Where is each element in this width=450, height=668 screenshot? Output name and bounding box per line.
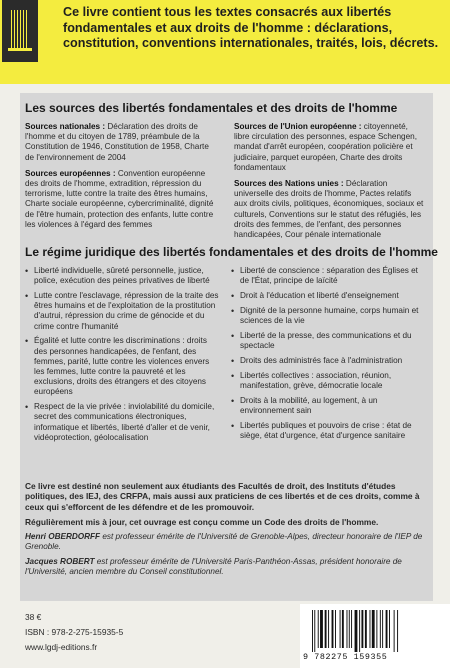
list-item: • Droits des administrés face à l'administration <box>231 356 426 366</box>
barcode-number: 9 782275 159355 <box>303 652 388 662</box>
author-oberdorff: Henri OBERDORFF est professeur émérite de l'Université de Grenoble-Alpes, directeur honoraire de l'IEP de Grenoble. <box>25 532 423 552</box>
barcode-bar <box>355 610 358 652</box>
barcode-bar <box>347 610 348 648</box>
sources-nations-unies: Sources des Nations unies : Déclaration universelle des droits de l'homme, Pactes relatifs aux droits civils, politiques, économiques, sociaux et culturels, Conventions sur le statut des réfugiés, les droits des femmes, de l'enfant, des personnes handicapées, Cour pénale internationale <box>234 179 424 240</box>
barcode-bar <box>370 610 371 648</box>
sources-right-column <box>234 122 424 244</box>
sources-nationales: Sources nationales : Déclaration des droits de l'homme et du citoyen de 1789, préambule de la Constitution de 1946, Constitution de 1958, Charte de l'environnement de 2004 <box>25 122 209 162</box>
list-item: • Dignité de la personne humaine, corps humain et sciences de la vie <box>231 306 426 326</box>
barcode-bar <box>318 610 319 648</box>
price: 38 € <box>25 612 42 622</box>
barcode-bar <box>397 610 398 652</box>
website-link[interactable]: www.lgdj-editions.fr <box>25 642 98 652</box>
sources-title: Les sources des libertés fondamentales et des droits de l'homme <box>25 101 398 115</box>
author-robert: Jacques ROBERT est professeur émérite de l'Université Paris-Panthéon-Assas, président honoraire de l'Université, ancien membre du Conseil constitutionnel. <box>25 557 402 577</box>
isbn: ISBN : 978-2-275-15935-5 <box>25 627 124 637</box>
barcode-bar <box>382 610 383 648</box>
sources-left-column <box>25 122 220 234</box>
regime-title: Le régime juridique des libertés fondamentales et des droits de l'homme <box>25 245 438 259</box>
audience-paragraph: Ce livre est destiné non seulement aux étudiants des Facultés de droit, des Instituts d'études politiques, des IEJ, des CRFPA, mais aussi aux praticiens de ces libertés et de ces droits, comme à ceux qui s'efforcent de les défendre et de les promouvoir. <box>25 481 420 512</box>
barcode-bar <box>389 610 390 648</box>
list-item: • Libertés collectives : association, réunion, manifestation, grève, démocratie locale <box>231 371 426 391</box>
barcode-bar <box>340 610 341 648</box>
banner-text: Ce livre contient tous les textes consacrés aux libertés fondamentales et aux droits de l'homme : déclarations, constitution, conventions internationales, traités, lois, décrets. <box>63 5 439 50</box>
barcode-bar <box>380 610 381 648</box>
barcode-bar <box>325 610 327 648</box>
barcode-bar <box>365 610 367 648</box>
regime-right-list <box>231 266 426 441</box>
publisher-logo-icon <box>2 0 38 62</box>
list-item: • Droits à la mobilité, au logement, à un environnement sain <box>231 396 426 416</box>
barcode-bar <box>332 610 334 648</box>
list-item: • Droit à l'éducation et liberté d'enseignement <box>231 291 426 301</box>
barcode-icon <box>310 610 430 652</box>
list-item: • Liberté individuelle, sûreté personnelle, justice, police, exécution des peines privatives de liberté <box>25 266 220 286</box>
list-item: • Respect de la vie privée : inviolabilité du domicile, secret des communications électroniques, informatique et libertés, liberté d'aller et de venir, vidéoprotection, géolocalisation <box>25 402 220 443</box>
sources-europeennes: Sources européennes : Convention européenne des droits de l'homme, extradition, répression du terrorisme, lutte contre la traite des êtres humains, Charte sociale européenne, cybercriminalité, dignité de l'être humain, protection des enfants, lutte contre les violences à l'égard des femmes <box>25 168 214 229</box>
barcode-bar <box>349 610 350 648</box>
barcode-bar <box>386 610 388 648</box>
barcode-bar <box>361 610 363 648</box>
list-item: • Liberté de la presse, des communications et du spectacle <box>231 331 426 351</box>
barcode-bar <box>359 610 360 652</box>
regime-left-list <box>25 266 220 443</box>
barcode-bar <box>342 610 344 648</box>
regime-right-column <box>231 266 426 446</box>
update-note: Régulièrement mis à jour, cet ouvrage est conçu comme un Code des droits de l'homme. <box>25 517 379 527</box>
author-name: Jacques ROBERT <box>25 557 95 566</box>
barcode-bar <box>351 610 352 648</box>
top-banner <box>0 0 450 84</box>
barcode-bar <box>328 610 329 648</box>
list-item: • Égalité et lutte contre les discriminations : droits des personnes handicapées, de l'enfant, des femmes, parité, lutte contre les violences envers les femmes, lutte contre la pauvreté et les exclusions, droits des étrangers et des citoyens européens <box>25 336 220 397</box>
barcode-bar <box>394 610 395 652</box>
list-item: • Liberté de conscience : séparation des Églises et de l'État, principe de laïcité <box>231 266 426 286</box>
barcode-bar <box>312 610 313 652</box>
sources-ue: Sources de l'Union européenne : citoyenneté, libre circulation des personnes, espace Schengen, mandat d'arrêt européen, coopération policière et judiciaire, parquet européen, Charte des droits fondamentaux <box>234 122 417 172</box>
barcode-bar <box>372 610 375 648</box>
author-name: Henri OBERDORFF <box>25 532 101 541</box>
barcode-bar <box>320 610 323 648</box>
list-item: • Lutte contre l'esclavage, répression de la traite des êtres humains et de l'exploitation de la prostitution d'autrui, répression du crime de génocide et du crime contre l'humanité <box>25 291 220 332</box>
barcode-bar <box>335 610 336 648</box>
list-item: • Libertés publiques et pouvoirs de crise : état de siège, état d'urgence, état d'urgence sanitaire <box>231 421 426 441</box>
regime-left-column <box>25 266 220 448</box>
barcode-bar <box>314 610 315 652</box>
barcode-bar <box>376 610 377 648</box>
